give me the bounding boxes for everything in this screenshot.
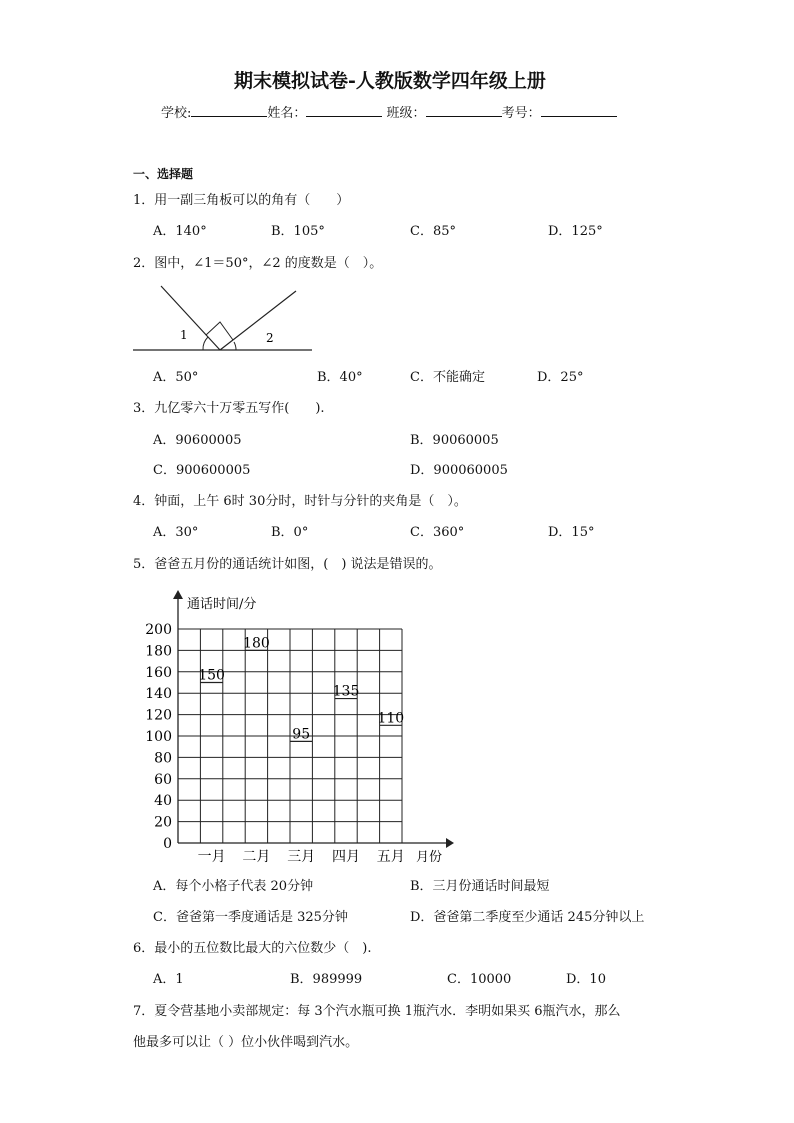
y-tick-label: 180 (145, 643, 172, 660)
q4-option-d[interactable]: D．15° (548, 525, 595, 540)
y-tick-label: 140 (145, 686, 172, 703)
q4-option-b[interactable]: B．0° (271, 525, 309, 540)
q3-option-b[interactable]: B．90060005 (410, 433, 499, 448)
x-axis-arrow (446, 838, 454, 848)
question-3-stem: 3．九亿零六十万零五写作( ). (133, 401, 325, 416)
q4-option-c[interactable]: C．360° (410, 525, 465, 540)
right-ray (220, 291, 296, 350)
q1-option-b[interactable]: B．105° (271, 224, 325, 239)
q1-option-d[interactable]: D．125° (548, 224, 603, 239)
school-blank[interactable] (191, 104, 267, 117)
class-label: 班级： (386, 106, 426, 121)
q1-option-c[interactable]: C．85° (410, 224, 456, 239)
y-tick-label: 160 (145, 664, 172, 681)
y-tick-label: 100 (145, 729, 172, 745)
x-tick-label: 一月 (197, 849, 226, 865)
q2-option-b[interactable]: B．40° (317, 370, 363, 385)
angle-1-label: 1 (180, 328, 188, 342)
question-7-stem-line-1: 7．夏令营基地小卖部规定：每 3个汽水瓶可换 1瓶汽水．李明如果买 6瓶汽水，那么 (133, 1004, 621, 1019)
q3-option-c[interactable]: C．900600005 (153, 463, 251, 478)
x-tick-label: 五月 (376, 849, 405, 865)
q6-option-b[interactable]: B．989999 (290, 972, 363, 987)
q6-option-d[interactable]: D．10 (566, 972, 606, 987)
q2-option-a[interactable]: A．50° (153, 370, 199, 385)
y-tick-label: 120 (145, 707, 172, 724)
school-label: 学校: (161, 106, 192, 121)
q3-option-a[interactable]: A．90600005 (153, 433, 242, 448)
question-1-stem: 1．用一副三角板可以的角有（ ） (133, 193, 350, 208)
question-4-stem: 4．钟面，上午 6时 30分时，时针与分针的夹角是（ ）。 (133, 494, 467, 509)
y-tick-label: 80 (154, 750, 172, 767)
q6-option-c[interactable]: C．10000 (447, 972, 512, 987)
q2-option-c[interactable]: C．不能确定 (410, 370, 485, 385)
q1-option-a[interactable]: A．140° (153, 224, 207, 239)
q3-option-d[interactable]: D．900060005 (410, 463, 508, 478)
y-axis-arrow (173, 590, 183, 599)
y-tick-label: 200 (145, 622, 172, 638)
q5-option-b[interactable]: B．三月份通话时间最短 (410, 879, 550, 894)
chart-y-axis-label: 通话时间/分 (187, 597, 257, 612)
question-6-stem: 6．最小的五位数比最大的六位数少（ ). (133, 941, 372, 956)
page-title: 期末模拟试卷-人教版数学四年级上册 (234, 70, 546, 92)
question-7-stem-line-2: 他最多可以让（ ）位小伙伴喝到汽水。 (133, 1035, 359, 1050)
section-heading: 一、选择题 (133, 167, 194, 181)
bar-data-label: 95 (292, 726, 311, 743)
chart-x-axis-label: 月份 (416, 850, 443, 865)
q5-option-d[interactable]: D．爸爸第二季度至少通话 245分钟以上 (410, 910, 645, 925)
x-tick-label: 四月 (332, 849, 360, 865)
call-time-chart (140, 585, 460, 870)
q5-option-c[interactable]: C．爸爸第一季度通话是 325分钟 (153, 910, 348, 925)
x-tick-label: 二月 (242, 849, 271, 865)
id-blank[interactable] (541, 104, 617, 117)
info-fields (161, 104, 617, 122)
id-label: 考号： (501, 106, 541, 121)
class-blank[interactable] (426, 104, 502, 117)
q6-option-a[interactable]: A．1 (153, 972, 184, 987)
question-2-stem: 2．图中，∠1＝50°，∠2 的度数是（ ）。 (133, 256, 383, 271)
x-tick-label: 三月 (287, 849, 316, 865)
right-angle-mark (206, 322, 233, 340)
y-tick-label: 20 (154, 814, 172, 831)
angle-2-arc (234, 342, 236, 350)
q4-option-a[interactable]: A．30° (153, 525, 199, 540)
name-blank[interactable] (306, 104, 382, 117)
y-tick-label: 0 (163, 836, 172, 852)
name-label: 姓名： (267, 106, 307, 121)
question-5-stem: 5．爸爸五月份的通话统计如图，( ) 说法是错误的。 (133, 557, 442, 572)
y-tick-label: 40 (154, 793, 172, 810)
angle-figure (128, 284, 318, 356)
q5-option-a[interactable]: A．每个小格子代表 20分钟 (153, 879, 314, 894)
bar-data-label: 150 (198, 667, 225, 684)
left-ray (161, 286, 220, 350)
angle-2-label: 2 (266, 331, 274, 345)
y-tick-label: 60 (154, 771, 172, 788)
bar-data-label: 110 (377, 710, 405, 727)
bar-data-label: 180 (243, 635, 270, 652)
q2-option-d[interactable]: D．25° (537, 370, 584, 385)
angle-1-arc (203, 337, 208, 350)
bar-data-label: 135 (332, 683, 360, 700)
